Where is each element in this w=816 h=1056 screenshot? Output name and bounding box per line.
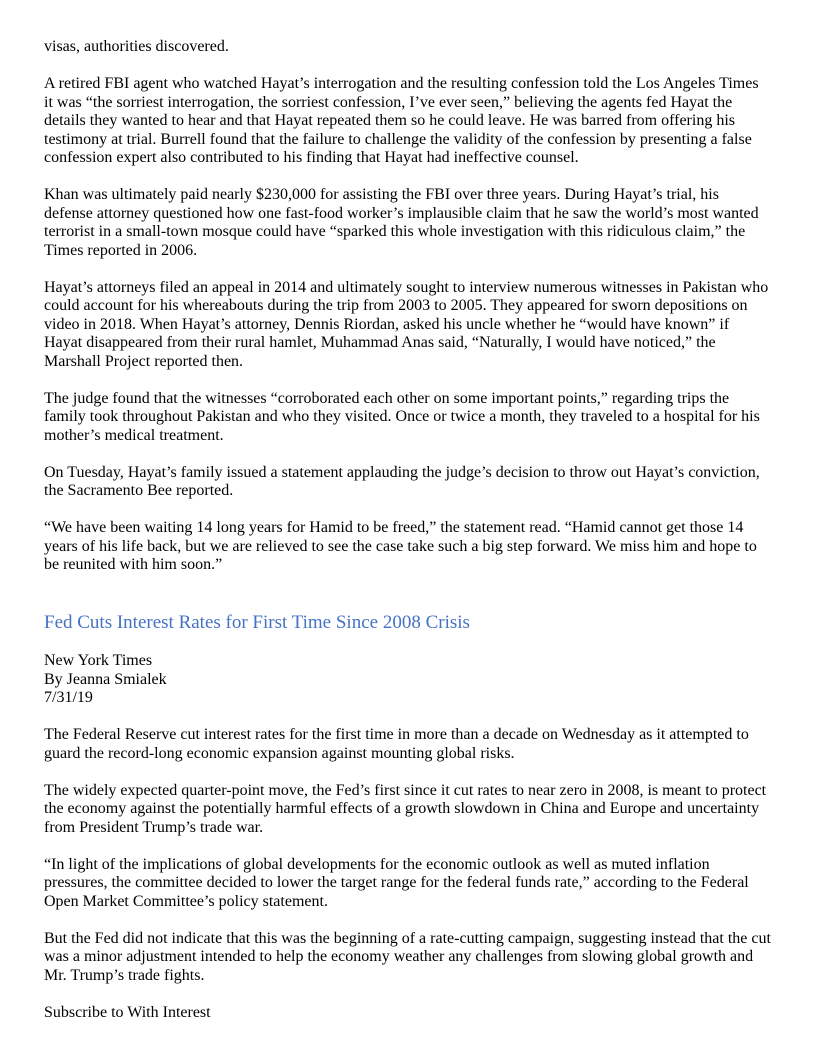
subscribe-line: Subscribe to With Interest	[44, 1003, 211, 1021]
article-heading: Fed Cuts Interest Rates for First Time Since 2008 Crisis	[44, 611, 470, 633]
byline-author: By Jeanna Smialek	[44, 670, 167, 688]
paragraph: The judge found that the witnesses “corroborated each other on some important points,” regarding trips the family took throughout Pakistan and who they visited. Once or twice a month, they traveled to a hospital for his mother’s medical treatment.	[44, 389, 760, 444]
paragraph: Hayat’s attorneys filed an appeal in 2014 and ultimately sought to interview numerous witnesses in Pakistan who could account for his whereabouts during the trip from 2003 to 2005. They appeared for sworn depositions on video in 2018. When Hayat’s attorney, Dennis Riordan, asked his uncle whether he “would have known” if Hayat disappeared from their rural hamlet, Muhammad Anas said, “Naturally, I would have noticed,” the Marshall Project reported then.	[44, 278, 769, 370]
paragraph: On Tuesday, Hayat’s family issued a statement applauding the judge’s decision to throw out Hayat’s conviction, the Sacramento Bee reported.	[44, 463, 760, 499]
paragraph: “We have been waiting 14 long years for Hamid to be freed,” the statement read. “Hamid cannot get those 14 years of his life back, but we are relieved to see the case take such a big step forward. We miss him and hope to be reunited with him soon.”	[44, 519, 757, 573]
paragraph: The Federal Reserve cut interest rates for the first time in more than a decade on Wednesday as it attempted to guard the record-long economic expansion against mounting global risks.	[44, 726, 749, 762]
paragraph: The widely expected quarter-point move, the Fed’s first since it cut rates to near zero in 2008, is meant to protect the economy against the potentially harmful effects of a growth slowdown in China and Europe and uncertainty from President Trump’s trade war.	[44, 781, 767, 836]
paragraph: A retired FBI agent who watched Hayat’s interrogation and the resulting confession told the Los Angeles Times it was “the sorriest interrogation, the sorriest confession, I’ve ever seen,” believing the agents fed Hayat the details they wanted to hear and that Hayat repeated them so he could leave. He was barred from offering his testimony at trial. Burrell found that the failure to challenge the validity of the confession by presenting a false confession expert also contributed to his finding that Hayat had ineffective counsel.	[44, 75, 759, 166]
byline	[44, 652, 771, 708]
paragraph: visas, authorities discovered.	[44, 38, 229, 55]
paragraph: But the Fed did not indicate that this was the beginning of a rate-cutting campaign, suggesting instead that the cut was a minor adjustment intended to help the economy weather any challenges from slowing global growth and Mr. Trump’s trade fights.	[44, 929, 771, 984]
byline-date: 7/31/19	[44, 689, 93, 706]
paragraph: “In light of the implications of global developments for the economic outlook as well as muted inflation pressures, the committee decided to lower the target range for the federal funds rate,” according to the Federal Open Market Committee’s policy statement.	[44, 855, 749, 910]
byline-source: New York Times	[44, 652, 153, 669]
paragraph: Khan was ultimately paid nearly $230,000 for assisting the FBI over three years. During Hayat’s trial, his defense attorney questioned how one fast-food worker’s implausible claim that he saw the world’s most wanted terrorist in a small-town mosque could have “sparked this whole investigation with this ridiculous claim,” the Times reported in 2006.	[44, 186, 759, 259]
